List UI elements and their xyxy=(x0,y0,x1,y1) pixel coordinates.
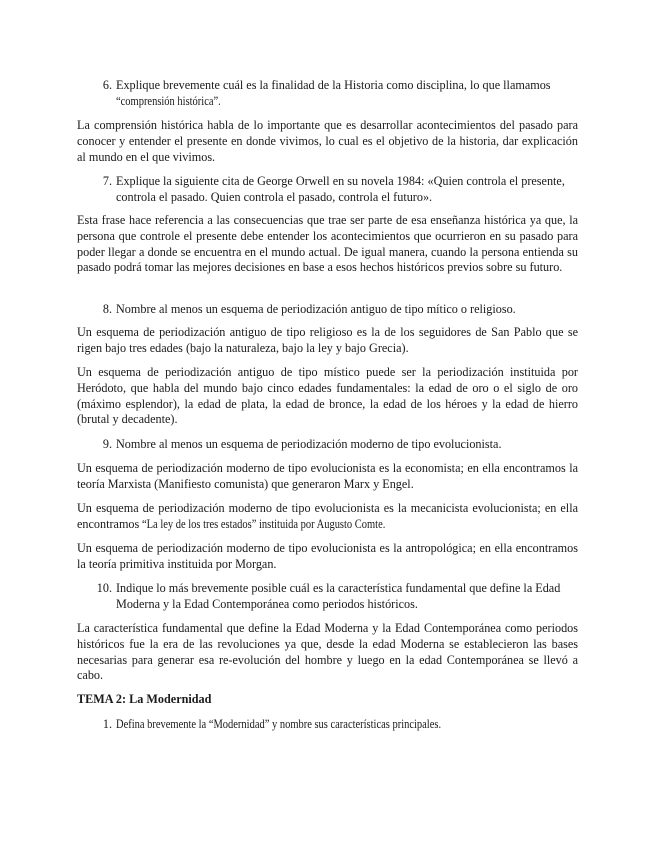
question-number: 8. xyxy=(102,302,112,316)
question-number: 10. xyxy=(96,581,112,595)
answer-9-economist: Un esquema de periodización moderno de tipo evolucionista es la economista; en ella encontramos la teoría Marxista (Manifiesto comunista) que generaron Marx y Engel. xyxy=(77,461,578,491)
question-number: 7. xyxy=(102,174,112,188)
answer-text: Un esquema de periodización moderno de tipo evolucionista es la mecanicista evolucionista; en ella encontramos xyxy=(77,501,578,531)
question-text-emphasis: “comprensión histórica”. xyxy=(116,93,221,108)
question-text xyxy=(116,78,578,110)
question-6 xyxy=(96,78,578,110)
question-7 xyxy=(96,174,578,206)
answer-9-mechanicist xyxy=(77,501,578,533)
question-text xyxy=(116,717,578,733)
question-text-condensed: Defina brevemente la “Modernidad” y nombre sus características principales. xyxy=(116,717,442,731)
answer-9-anthropological: Un esquema de periodización moderno de tipo evolucionista es la antropológica; en ella encontramos la teoría primitiva instituida por Morgan. xyxy=(77,541,578,571)
question-8 xyxy=(96,302,578,318)
answer-8-religious: Un esquema de periodización antiguo de tipo religioso es la de los seguidores de San Pablo que se rigen bajo tres edades (bajo la naturaleza, bajo la ley y bajo Grecia). xyxy=(77,325,578,355)
question-number: 9. xyxy=(102,437,112,451)
answer-10: La característica fundamental que define la Edad Moderna y la Edad Contemporánea como periodos históricos fue la era de las revoluciones ya que, desde la edad Moderna se establecieron las bases necesarias para generar esa re-evolución del hombre y luego en la edad Contemporánea se llevó a cabo. xyxy=(77,621,578,683)
question-9 xyxy=(96,437,578,453)
question-text: Nombre al menos un esquema de periodización antiguo de tipo mítico o religioso. xyxy=(116,302,516,316)
section-heading: TEMA 2: La Modernidad xyxy=(77,692,212,706)
question-10 xyxy=(96,581,578,613)
question-number: 6. xyxy=(102,78,112,92)
answer-6: La comprensión histórica habla de lo importante que es desarrollar acontecimientos del pasado para conocer y entender el presente en donde vivimos, lo cual es el objetivo de la historia, dar explicación al mundo en el que vivimos. xyxy=(77,118,578,164)
answer-8-mystic: Un esquema de periodización antiguo de tipo místico puede ser la periodización instituida por Heródoto, que habla del mundo bajo cinco edades fundamentales: la edad de oro o el siglo de oro (máximo esplendor), la edad de plata, la edad de bronce, la edad de los héroes y la edad de hierro (brutal y decadente). xyxy=(77,365,578,427)
answer-text-emphasis: “La ley de los tres estados” instituida por Augusto Comte. xyxy=(142,516,386,531)
question-text-main: Explique brevemente cuál es la finalidad de la Historia como disciplina, lo que llamamos xyxy=(116,78,551,92)
question-text: Explique la siguiente cita de George Orwell en su novela 1984: «Quien controla el presente, controla el pasado. Quien controla el pasado, controla el futuro». xyxy=(116,174,565,204)
question-text: Nombre al menos un esquema de periodización moderno de tipo evolucionista. xyxy=(116,437,502,451)
answer-7: Esta frase hace referencia a las consecuencias que trae ser parte de esa enseñanza histórica ya que, la persona que controle el presente debe entender los acontecimientos que ocurrieron en su pasado para poder llegar a donde se encuentra en el mundo actual. De igual manera, cuando la persona entienda su pasado podrá tomar las mejores decisiones en base a esos hechos históricos previos sobre su futuro. xyxy=(77,213,578,275)
question-number: 1. xyxy=(102,717,112,731)
section-question-1 xyxy=(96,717,578,733)
question-text: Indique lo más brevemente posible cuál es la característica fundamental que define la Edad Moderna y la Edad Contemporánea como periodos históricos. xyxy=(116,581,561,611)
